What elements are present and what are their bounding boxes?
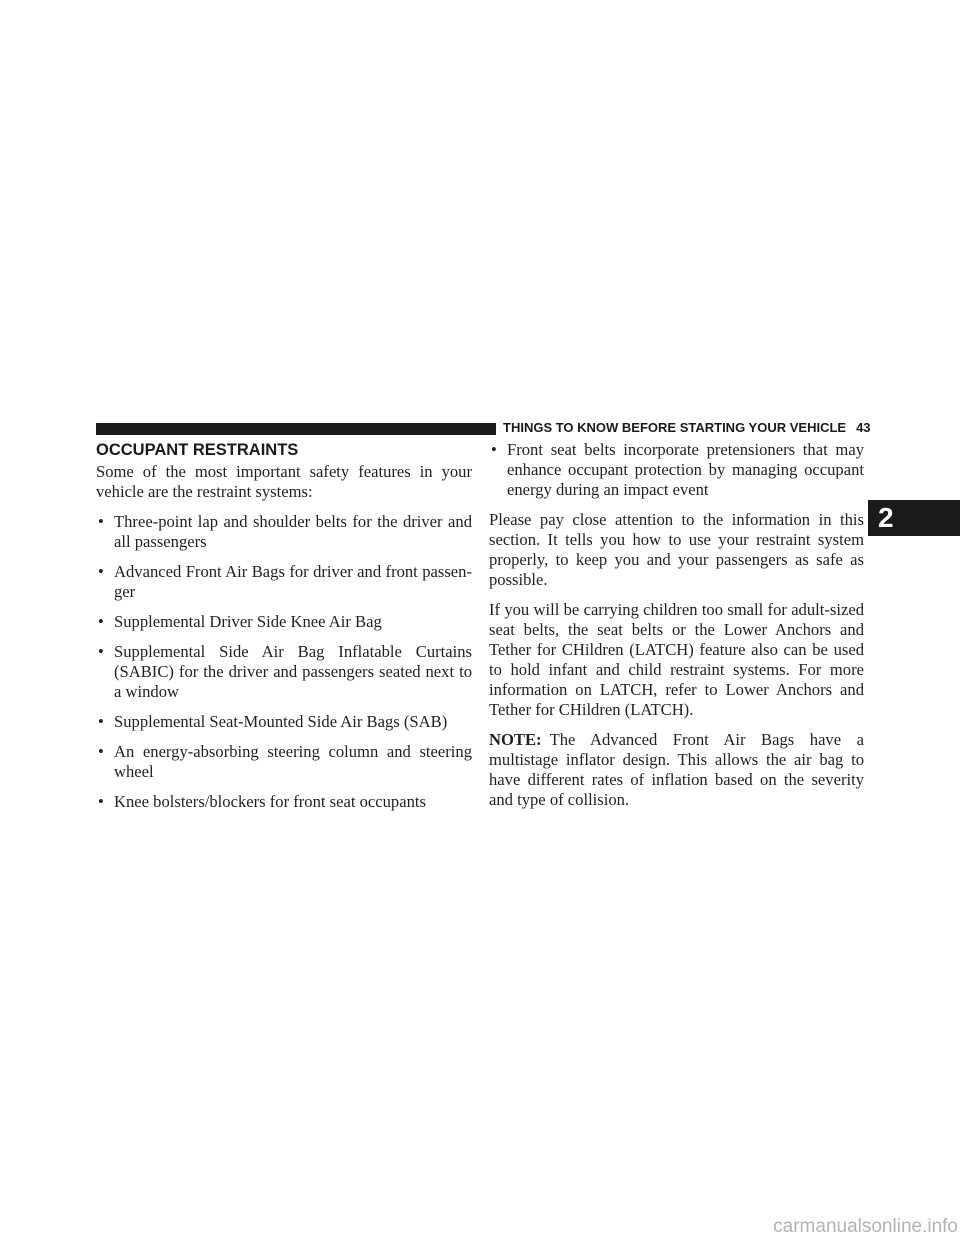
right-column (489, 440, 864, 820)
bullet-icon: • (491, 440, 497, 459)
list-item: • Knee bolsters/blockers for front seat occupants (98, 792, 426, 811)
list-item: • Supplemental Side Air Bag Inflatable Curtains (SABIC) for the driver and passengers seated next to a window (98, 642, 472, 701)
attention-paragraph: Please pay close attention to the information in this section. It tells you how to use your restraint system properly, to keep you and your passengers as safe as possible. (489, 510, 864, 589)
restraint-feature-list-continued (489, 440, 864, 500)
children-paragraph: If you will be carrying children too small for adult-sized seat belts, the seat belts or the Lower Anchors and Tether for CHildren (LATCH) feature also can be used to hold infant and child restraint systems. For more information on LATCH, refer to Lower Anchors and Tether for CHildren (LATCH). (489, 600, 864, 719)
bullet-icon: • (98, 642, 104, 661)
bullet-icon: • (98, 612, 104, 631)
list-item: • Supplemental Driver Side Knee Air Bag (98, 612, 382, 631)
watermark: carmanualsonline.info (773, 1216, 958, 1237)
list-item: • Supplemental Seat-Mounted Side Air Bags (SAB) (98, 712, 448, 731)
section-title: THINGS TO KNOW BEFORE STARTING YOUR VEHICLE (503, 420, 847, 435)
list-item: • Advanced Front Air Bags for driver and front passen-ger (98, 562, 472, 601)
bullet-icon: • (98, 512, 104, 531)
section-heading: OCCUPANT RESTRAINTS (96, 441, 299, 459)
bullet-icon: • (98, 742, 104, 761)
note-label: NOTE: (489, 730, 542, 749)
list-item: • An energy-absorbing steering column and steering wheel (98, 742, 472, 781)
chapter-tab: 2 (868, 500, 960, 536)
bullet-icon: • (98, 712, 104, 731)
restraint-feature-list (96, 512, 472, 812)
list-item: • Three-point lap and shoulder belts for the driver and all passengers (98, 512, 472, 551)
intro-paragraph: Some of the most important safety features in your vehicle are the restraint systems: (96, 462, 472, 501)
header-rule (96, 423, 496, 435)
left-column (96, 440, 472, 822)
bullet-icon: • (98, 792, 104, 811)
bullet-icon: • (98, 562, 104, 581)
running-header (503, 418, 871, 438)
list-item: • Front seat belts incorporate pretensioners that may enhance occupant protection by managing occupant energy during an impact event (491, 440, 864, 499)
note-text: The Advanced Front Air Bags have a multistage inflator design. This allows the air bag to have different rates of inflation based on the severity and type of collision. (489, 730, 864, 809)
page-number: 43 (856, 420, 871, 435)
note-paragraph (489, 730, 864, 810)
